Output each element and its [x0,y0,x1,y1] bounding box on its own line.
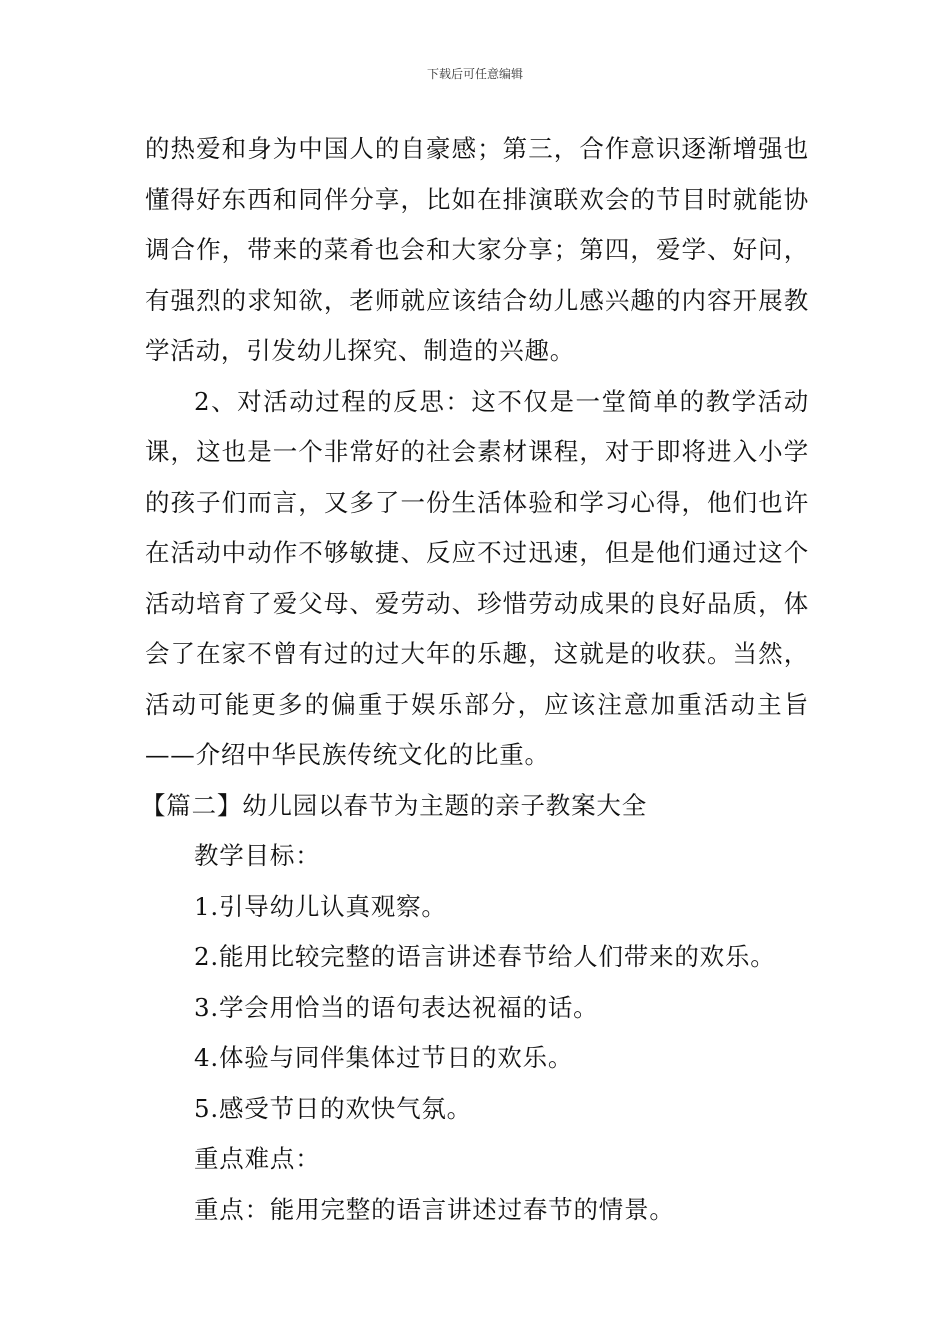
paragraph-reflection-process: 2、对活动过程的反思：这不仅是一堂简单的教学活动课，这也是一个非常好的社会素材课程，对于即将进入小学的孩子们而言，又多了一份生活体验和学习心得，他们也许在活动中动作不够敏捷、反应不过迅速，但是他们通过这个活动培育了爱父母、爱劳动、珍惜劳动成果的良好品质，体会了在家不曾有过的过大年的乐趣，这就是的收获。当然，活动可能更多的偏重于娱乐部分，应该注意加重活动主旨——介绍中华民族传统文化的比重。 [145,386,809,769]
goal-item-5: 5.感受节日的欢快气氛。 [194,1093,472,1123]
goal-item-2: 2.能用比较完整的语言讲述春节给人们带来的欢乐。 [194,942,776,971]
paragraph-reflection-intro: 的热爱和身为中国人的自豪感；第三，合作意识逐渐增强也懂得好东西和同伴分享，比如在排演联欢会的节目时就能协调合作，带来的菜肴也会和大家分享；第四，爱学、好问，有强烈的求知欲，老师就应该结合幼儿感兴趣的内容开展教学活动，引发幼儿探究、制造的兴趣。 [145,134,809,365]
goal-item-3: 3.学会用恰当的语句表达祝福的话。 [194,992,599,1022]
key-points-heading: 重点难点： [194,1144,321,1173]
document-body [141,124,809,1235]
goal-item-1: 1.引导幼儿认真观察。 [194,891,447,921]
goal-item-4: 4.体验与同伴集体过节日的欢乐。 [194,1043,574,1072]
goals-heading: 教学目标： [194,841,321,870]
key-point-text: 重点：能用完整的语言讲述过春节的情景。 [194,1194,675,1224]
page-header-note: 下载后可任意编辑 [426,67,523,81]
section-title: 【篇二】幼儿园以春节为主题的亲子教案大全 [141,790,647,820]
